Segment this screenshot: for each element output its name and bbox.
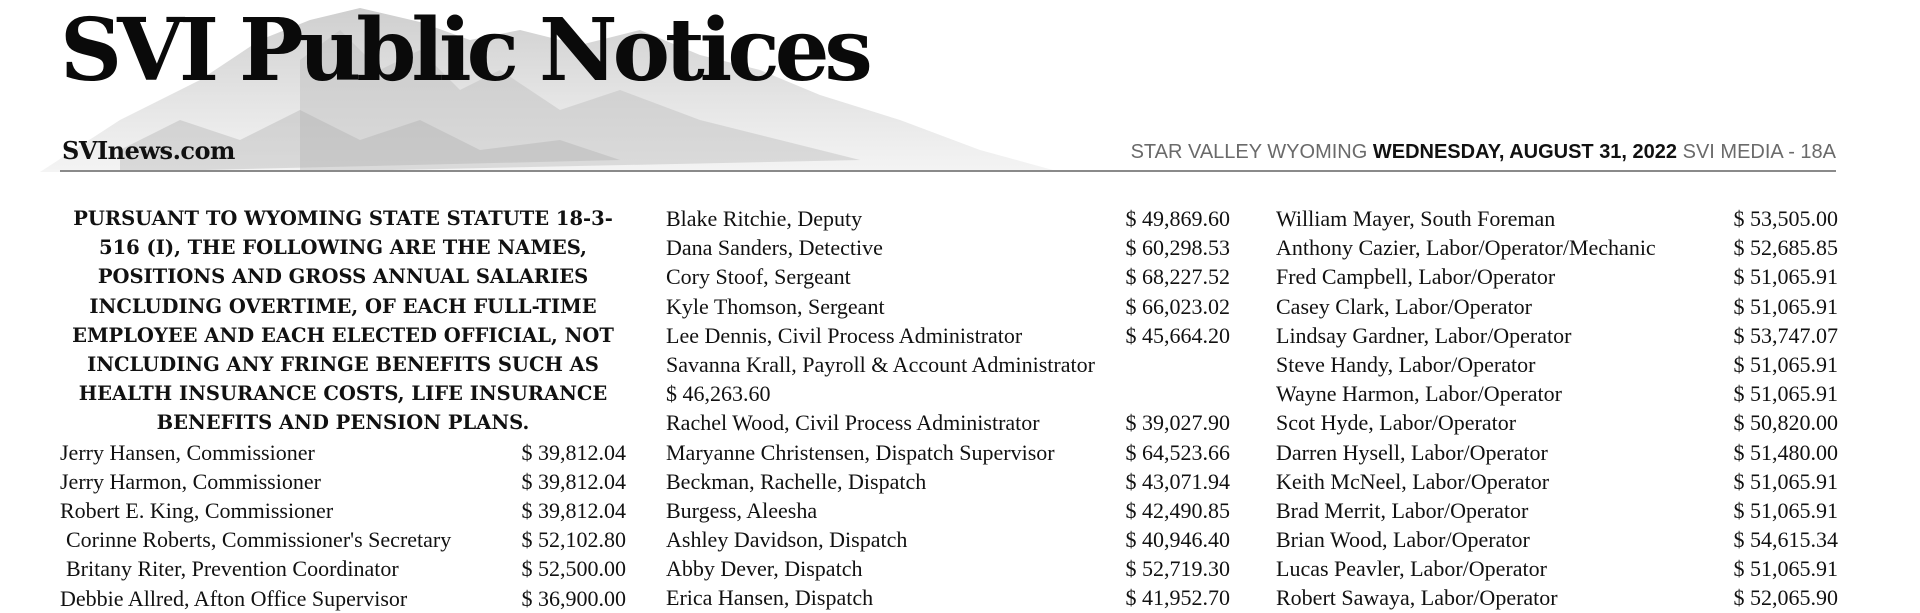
salary-amount: $ 53,747.07 — [1733, 322, 1838, 348]
salary-amount: $ 52,685.85 — [1733, 235, 1838, 261]
salary-row — [666, 554, 1230, 583]
salary-amount: $ 36,900.00 — [521, 585, 626, 611]
employee-name: Anthony Cazier, Labor/Operator/Mechanic — [1276, 235, 1656, 261]
salary-row — [666, 583, 1230, 612]
salary-row — [1276, 408, 1838, 437]
dateline-edition: SVI MEDIA - 18A — [1682, 141, 1836, 163]
employee-name: Jerry Hansen, Commissioner — [60, 439, 315, 465]
salary-amount: $ 54,615.34 — [1733, 527, 1838, 553]
salary-amount: $ 40,946.40 — [1125, 527, 1230, 553]
salary-amount: $ 60,298.53 — [1125, 235, 1230, 261]
employee-name: Cory Stoof, Sergeant — [666, 264, 851, 290]
salary-amount: $ 52,500.00 — [521, 556, 626, 582]
salary-amount: $ 45,664.20 — [1125, 322, 1230, 348]
header-rule — [60, 170, 1836, 172]
salary-amount: $ 49,869.60 — [1125, 206, 1230, 231]
salary-amount: $ 51,065.91 — [1733, 468, 1838, 494]
salary-row — [666, 496, 1230, 525]
salary-amount: $ 51,065.91 — [1733, 381, 1838, 407]
salary-row — [60, 525, 626, 554]
employee-name: Blake Ritchie, Deputy — [666, 206, 863, 231]
salary-row — [666, 467, 1230, 496]
employee-name: Jerry Harmon, Commissioner — [60, 468, 321, 494]
employee-name: Robert E. King, Commissioner — [60, 498, 334, 523]
salary-row — [60, 467, 626, 496]
column-2 — [666, 204, 1230, 613]
employee-name: Kyle Thomson, Sergeant — [666, 293, 885, 319]
salary-row — [666, 233, 1230, 262]
salary-row — [1276, 554, 1838, 583]
salary-row — [1276, 321, 1838, 350]
site-name: SVInews.com — [62, 136, 235, 165]
salary-amount: $ 51,480.00 — [1733, 439, 1838, 465]
salary-row — [666, 408, 1230, 437]
employee-name: Brian Wood, Labor/Operator — [1276, 527, 1530, 553]
employee-name: Rachel Wood, Civil Process Administrator — [666, 410, 1040, 436]
employee-name: Dana Sanders, Detective — [666, 235, 883, 261]
salary-row — [1276, 292, 1838, 321]
salary-row — [60, 438, 626, 467]
salary-amount: $ 51,065.91 — [1733, 264, 1838, 290]
employee-name: Lindsay Gardner, Labor/Operator — [1276, 322, 1572, 348]
dateline-date: WEDNESDAY, AUGUST 31, 2022 — [1372, 141, 1678, 163]
employee-name: William Mayer, South Foreman — [1276, 206, 1556, 231]
salary-amount: $ 42,490.85 — [1125, 497, 1230, 523]
employee-name: Keith McNeel, Labor/Operator — [1276, 468, 1550, 494]
employee-name: Ashley Davidson, Dispatch — [666, 527, 908, 553]
employee-name: Abby Dever, Dispatch — [666, 556, 863, 582]
employee-name: Erica Hansen, Dispatch — [666, 585, 874, 611]
dateline-location: STAR VALLEY WYOMING — [1130, 141, 1368, 163]
employee-name: Fred Campbell, Labor/Operator — [1276, 264, 1556, 290]
employee-name: Casey Clark, Labor/Operator — [1276, 293, 1532, 319]
salary-row — [60, 554, 626, 583]
employee-name: Scot Hyde, Labor/Operator — [1276, 410, 1517, 436]
salary-row — [1276, 379, 1838, 408]
employee-name: Wayne Harmon, Labor/Operator — [1276, 381, 1562, 407]
employee-name: Savanna Krall, Payroll & Account Administrator — [666, 351, 1095, 377]
salary-row — [1276, 583, 1838, 612]
statute-notice: PURSUANT TO WYOMING STATE STATUTE 18-3-516 (I), THE FOLLOWING ARE THE NAMES, POSITIONS AND GROSS ANNUAL SALARIES INCLUDING OVERTIME, OF EACH FULL-TIME EMPLOYEE AND EACH ELECTED OFFICIAL, NOT INCLUDING ANY FRINGE BENEFITS SUCH AS HEALTH INSURANCE COSTS, LIFE INSURANCE BENEFITS AND PENSION PLANS. — [72, 207, 614, 435]
employee-name: Corinne Roberts, Commissioner's Secretary — [66, 527, 452, 553]
salary-amount: $ 51,065.91 — [1733, 556, 1838, 582]
column-1 — [60, 204, 626, 613]
salary-amount: $ 66,023.02 — [1125, 293, 1230, 319]
salary-amount: $ 41,952.70 — [1125, 585, 1230, 611]
salary-amount: $ 39,812.04 — [521, 468, 626, 494]
masthead-title: SVI Public Notices — [60, 0, 868, 101]
salary-amount: $ 51,065.91 — [1733, 293, 1838, 319]
salary-amount: $ 51,065.91 — [1733, 351, 1838, 377]
salary-row — [1276, 204, 1838, 233]
salary-row — [60, 584, 626, 613]
salary-row — [1276, 438, 1838, 467]
salary-amount: $ 39,812.04 — [521, 498, 626, 523]
employee-name: Lucas Peavler, Labor/Operator — [1276, 556, 1547, 582]
employee-name: Maryanne Christensen, Dispatch Supervisor — [666, 439, 1055, 465]
column-1-list — [60, 438, 626, 613]
salary-row — [666, 321, 1230, 350]
salary-row — [666, 438, 1230, 467]
column-3 — [1276, 204, 1838, 613]
salary-amount: $ 39,027.90 — [1125, 410, 1230, 436]
salary-amount: $ 46,263.60 — [666, 381, 771, 407]
employee-name: Steve Handy, Labor/Operator — [1276, 351, 1536, 377]
salary-row — [666, 262, 1230, 291]
salary-row — [1276, 496, 1838, 525]
employee-name: Lee Dennis, Civil Process Administrator — [666, 322, 1023, 348]
employee-name: Robert Sawaya, Labor/Operator — [1276, 585, 1558, 611]
salary-row — [1276, 262, 1838, 291]
employee-name: Britany Riter, Prevention Coordinator — [66, 556, 399, 582]
salary-amount: $ 52,065.90 — [1733, 585, 1838, 611]
salary-amount: $ 43,071.94 — [1125, 468, 1230, 494]
salary-row — [1276, 525, 1838, 554]
salary-row — [666, 525, 1230, 554]
salary-amount: $ 51,065.91 — [1733, 497, 1838, 523]
employee-name: Brad Merrit, Labor/Operator — [1276, 497, 1529, 523]
salary-amount: $ 39,812.04 — [521, 439, 626, 465]
salary-amount: $ 68,227.52 — [1125, 264, 1230, 290]
salary-amount: $ 50,820.00 — [1733, 410, 1838, 436]
salary-amount: $ 53,505.00 — [1733, 206, 1838, 231]
employee-name: Beckman, Rachelle, Dispatch — [666, 468, 927, 494]
salary-row — [1276, 350, 1838, 379]
salary-row — [1276, 467, 1838, 496]
salary-amount: $ 52,719.30 — [1125, 556, 1230, 582]
salary-row — [666, 292, 1230, 321]
salary-amount: $ 64,523.66 — [1125, 439, 1230, 465]
employee-name: Burgess, Aleesha — [666, 497, 818, 523]
dateline — [1131, 141, 1836, 164]
salary-row — [60, 496, 626, 525]
salary-row — [666, 204, 1230, 233]
employee-name: Debbie Allred, Afton Office Supervisor — [60, 585, 408, 611]
salary-amount: $ 52,102.80 — [521, 527, 626, 553]
salary-row — [1276, 233, 1838, 262]
employee-name: Darren Hysell, Labor/Operator — [1276, 439, 1548, 465]
